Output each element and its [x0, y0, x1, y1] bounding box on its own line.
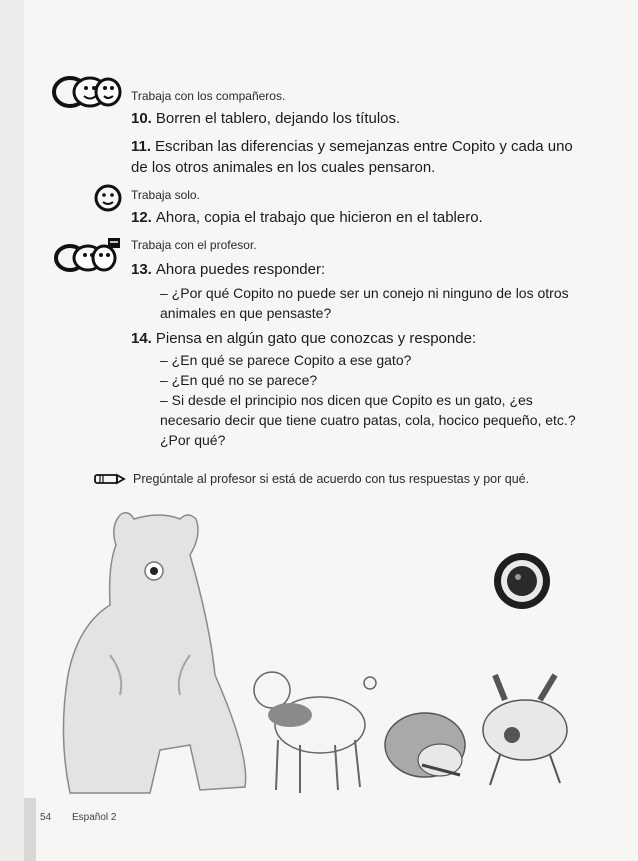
poodle-illustration	[254, 672, 376, 793]
item-10	[131, 108, 601, 129]
item-text: Escriban las diferencias y semejanzas entre Copito y cada uno de los otros animales en los cuales pensaron.	[131, 138, 573, 176]
item-number: 13.	[131, 261, 152, 278]
item-number: 14.	[131, 330, 152, 347]
item-13-question-1: – ¿Por qué Copito no puede ser un conejo ni ninguno de los otros animales en que pensaste?	[160, 285, 569, 321]
teacher-group-icon	[52, 236, 124, 274]
section-label-teacher: Trabaja con el profesor.	[131, 238, 257, 252]
round-target-illustration	[494, 553, 550, 609]
item-number: 10.	[131, 110, 152, 127]
book-title: Español 2	[72, 812, 117, 823]
bear-illustration	[63, 513, 245, 793]
item-text: Borren el tablero, dejando los títulos.	[155, 110, 401, 127]
item-text: Piensa en algún gato que conozcas y responde:	[155, 330, 477, 347]
item-13	[131, 259, 601, 280]
item-11	[131, 136, 591, 178]
item-number: 12.	[131, 209, 152, 226]
item-14	[131, 328, 601, 349]
item-text: Ahora, copia el trabajo que hicieron en el tablero.	[155, 209, 483, 226]
item-12	[131, 207, 601, 228]
group-faces-icon	[50, 74, 124, 110]
left-margin-bar	[0, 0, 24, 861]
item-14-question-3: – Si desde el principio nos dicen que Copito es un gato, ¿es necesario decir que tiene cuatro patas, cola, hocico pequeño, etc.? ¿Por qué?	[160, 392, 576, 448]
pencil-icon	[94, 473, 126, 485]
item-14-question-1: – ¿En qué se parece Copito a ese gato?	[160, 352, 412, 368]
page-number: 54	[40, 812, 52, 823]
footer-strip	[24, 798, 36, 861]
teacher-note: Pregúntale al profesor si está de acuerdo con tus respuestas y por qué.	[133, 472, 530, 486]
animals-illustration	[50, 505, 590, 800]
item-text: Ahora puedes responder:	[155, 261, 326, 278]
item-14-question-2: – ¿En qué no se parece?	[160, 372, 318, 388]
item-number: 11.	[131, 138, 152, 155]
section-label-companions: Trabaja con los compañeros.	[131, 89, 286, 103]
single-face-icon	[93, 183, 123, 213]
cat-illustration	[385, 713, 465, 777]
section-label-alone: Trabaja solo.	[131, 188, 200, 202]
dog-illustration	[483, 675, 567, 785]
